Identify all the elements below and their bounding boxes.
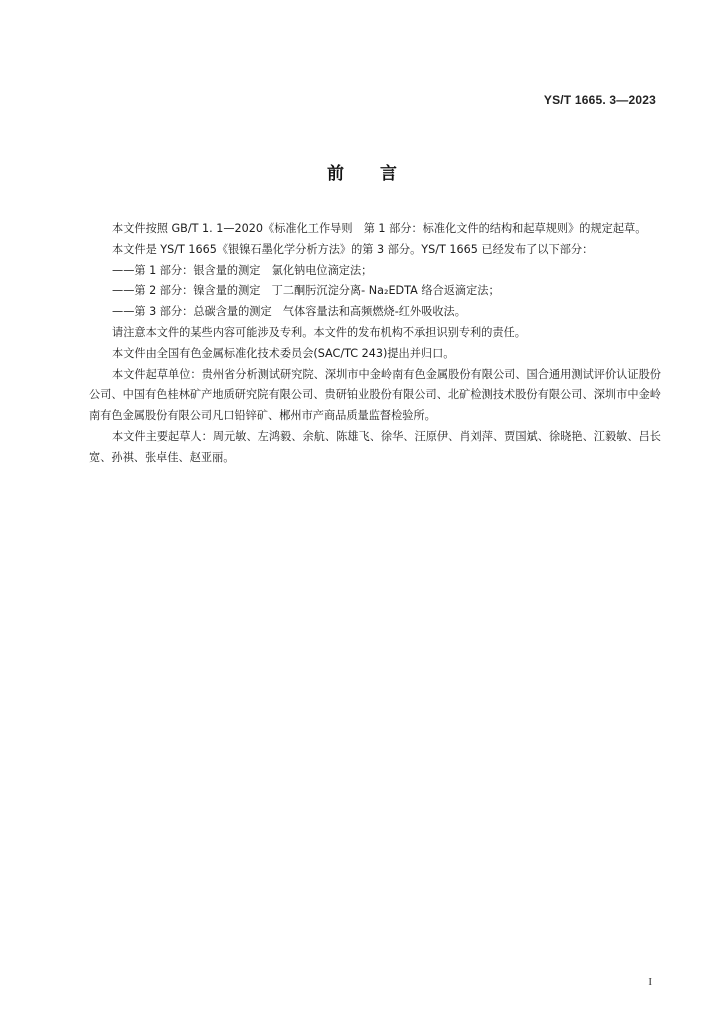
page-title: [0, 159, 724, 184]
paragraph-patent-notice: 请注意本文件的某些内容可能涉及专利。本文件的发布机构不承担识别专利的责任。: [112, 325, 526, 339]
paragraph-proposer: 本文件由全国有色金属标准化技术委员会(SAC/TC 243)提出并归口。: [112, 346, 455, 360]
paragraph-series-intro: 本文件是 YS/T 1665《银镍石墨化学分析方法》的第 3 部分。YS/T 1665 已经发布了以下部分：: [112, 242, 594, 256]
list-item-part-3: ——第 3 部分：总碳含量的测定 气体容量法和高频燃烧-红外吸收法。: [112, 305, 466, 319]
page-number: I: [648, 976, 652, 988]
list-item-part-1: ——第 1 部分：银含量的测定 氯化钠电位滴定法；: [112, 263, 373, 277]
list-item-part-2: ——第 2 部分：镍含量的测定 丁二酮肟沉淀分离- Na₂EDTA 络合返滴定法；: [112, 284, 500, 298]
title-char-2: 言: [380, 164, 397, 184]
paragraph-drafting-units: 本文件起草单位：贵州省分析测试研究院、深圳市中金岭南有色金属股份有限公司、国合通用测试评价认证股份公司、中国有色桂林矿产地质研究院有限公司、贵研铂业股份有限公司、北矿检测技术股份有限公司、深圳市中金岭南有色金属股份有限公司凡口铅锌矿、郴州市产商品质量监督检验所。: [89, 367, 661, 423]
title-char-1: 前: [327, 164, 344, 184]
paragraph-drafters: 本文件主要起草人：周元敏、左鸿毅、余航、陈雄飞、徐华、汪原伊、肖刘萍、贾国斌、徐晓艳、江毅敏、吕长宽、孙祺、张卓佳、赵亚丽。: [89, 429, 661, 464]
paragraph-drafting-basis: 本文件按照 GB/T 1. 1—2020《标准化工作导则 第 1 部分：标准化文件的结构和起草规则》的规定起草。: [112, 222, 647, 235]
standard-code: YS/T 1665. 3—2023: [543, 93, 656, 107]
foreword-body: [89, 219, 661, 469]
